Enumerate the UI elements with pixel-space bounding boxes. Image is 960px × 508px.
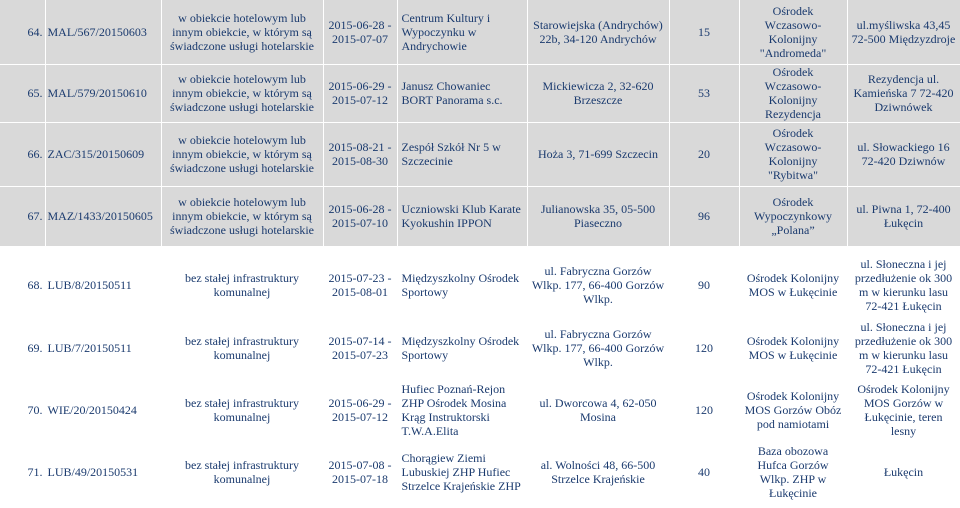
table-row [0, 255, 960, 317]
organizer-address: ul. Fabryczna Gorzów Wlkp. 177, 66-400 Gorzów Wlkp. [527, 255, 669, 317]
organizer-name: Zespół Szkół Nr 5 w Szczecinie [397, 122, 527, 186]
organizer-name: Międzyszkolny Ośrodek Sportowy [397, 317, 527, 379]
participant-count: 120 [669, 379, 739, 441]
accommodation-type: w obiekcie hotelowym lub innym obiekcie, w którym są świadczone usługi hotelarskie [161, 0, 323, 64]
case-signature: WIE/20/20150424 [45, 379, 161, 441]
participant-count: 20 [669, 122, 739, 186]
date-range: 2015-07-08 - 2015-07-18 [323, 441, 397, 503]
facility-address: ul.myśliwska 43,45 72-500 Międzyzdroje [847, 0, 960, 64]
facility-name: Ośrodek Kolonijny MOS w Łukęcinie [739, 317, 847, 379]
facility-address: ul. Słoneczna i jej przedłużenie ok 300 m w kierunku lasu 72-421 Łukęcin [847, 317, 960, 379]
organizer-name: Centrum Kultury i Wypoczynku w Andrychowie [397, 0, 527, 64]
organizer-address: Mickiewicza 2, 32-620 Brzeszcze [527, 64, 669, 122]
accommodation-type: w obiekcie hotelowym lub innym obiekcie, w którym są świadczone usługi hotelarskie [161, 186, 323, 246]
row-number: 67. [0, 186, 45, 246]
row-number: 70. [0, 379, 45, 441]
row-number: 66. [0, 122, 45, 186]
case-signature: MAZ/1433/20150605 [45, 186, 161, 246]
organizer-address: Starowiejska (Andrychów) 22b, 34-120 Andrychów [527, 0, 669, 64]
section-gap [0, 246, 960, 255]
organizer-name: Hufiec Poznań-Rejon ZHP Ośrodek Mosina Krąg Instruktorski T.W.A.Elita [397, 379, 527, 441]
accommodation-type: bez stałej infrastruktury komunalnej [161, 379, 323, 441]
participant-count: 40 [669, 441, 739, 503]
row-number: 65. [0, 64, 45, 122]
facility-address: Rezydencja ul. Kamieńska 7 72-420 Dziwnówek [847, 64, 960, 122]
accommodation-type: w obiekcie hotelowym lub innym obiekcie, w którym są świadczone usługi hotelarskie [161, 64, 323, 122]
date-range: 2015-07-23 - 2015-08-01 [323, 255, 397, 317]
facility-address: ul. Słowackiego 16 72-420 Dziwnów [847, 122, 960, 186]
participant-count: 53 [669, 64, 739, 122]
row-number: 68. [0, 255, 45, 317]
table-row [0, 64, 960, 122]
participant-count: 120 [669, 317, 739, 379]
accommodation-type: bez stałej infrastruktury komunalnej [161, 255, 323, 317]
row-number: 71. [0, 441, 45, 503]
date-range: 2015-06-28 - 2015-07-10 [323, 186, 397, 246]
table-row [0, 441, 960, 503]
organizer-address: ul. Dworcowa 4, 62-050 Mosina [527, 379, 669, 441]
facility-name: Ośrodek Wczasowo-Kolonijny Rezydencja [739, 64, 847, 122]
row-number: 64. [0, 0, 45, 64]
table-row [0, 317, 960, 379]
table-row [0, 0, 960, 64]
case-signature: MAL/567/20150603 [45, 0, 161, 64]
accommodation-type: w obiekcie hotelowym lub innym obiekcie, w którym są świadczone usługi hotelarskie [161, 122, 323, 186]
facility-name: Ośrodek Kolonijny MOS w Łukęcinie [739, 255, 847, 317]
facility-address: ul. Piwna 1, 72-400 Łukęcin [847, 186, 960, 246]
table-row [0, 122, 960, 186]
facility-address: ul. Słoneczna i jej przedłużenie ok 300 m w kierunku lasu 72-421 Łukęcin [847, 255, 960, 317]
organizer-address: Julianowska 35, 05-500 Piaseczno [527, 186, 669, 246]
date-range: 2015-06-29 - 2015-07-12 [323, 64, 397, 122]
table-row [0, 379, 960, 441]
facility-name: Baza obozowa Hufca Gorzów Wlkp. ZHP w Łukęcinie [739, 441, 847, 503]
accommodation-type: bez stałej infrastruktury komunalnej [161, 441, 323, 503]
facility-name: Ośrodek Wczasowo-Kolonijny "Andromeda" [739, 0, 847, 64]
facility-name: Ośrodek Wypoczynkowy „Polana” [739, 186, 847, 246]
table-row [0, 186, 960, 246]
organizer-name: Międzyszkolny Ośrodek Sportowy [397, 255, 527, 317]
participant-count: 90 [669, 255, 739, 317]
date-range: 2015-08-21 - 2015-08-30 [323, 122, 397, 186]
row-number: 69. [0, 317, 45, 379]
case-signature: MAL/579/20150610 [45, 64, 161, 122]
date-range: 2015-07-14 - 2015-07-23 [323, 317, 397, 379]
date-range: 2015-06-29 - 2015-07-12 [323, 379, 397, 441]
organizer-address: ul. Fabryczna Gorzów Wlkp. 177, 66-400 Gorzów Wlkp. [527, 317, 669, 379]
organizer-name: Chorągiew Ziemi Lubuskiej ZHP Hufiec Strzelce Krajeńskie ZHP [397, 441, 527, 503]
organizer-address: Hoża 3, 71-699 Szczecin [527, 122, 669, 186]
organizer-name: Janusz Chowaniec BORT Panorama s.c. [397, 64, 527, 122]
case-signature: LUB/49/20150531 [45, 441, 161, 503]
accommodation-type: bez stałej infrastruktury komunalnej [161, 317, 323, 379]
participant-count: 15 [669, 0, 739, 64]
case-signature: ZAC/315/20150609 [45, 122, 161, 186]
facility-name: Ośrodek Wczasowo-Kolonijny "Rybitwa" [739, 122, 847, 186]
date-range: 2015-06-28 - 2015-07-07 [323, 0, 397, 64]
facility-name: Ośrodek Kolonijny MOS Gorzów Obóz pod namiotami [739, 379, 847, 441]
facility-address: Ośrodek Kolonijny MOS Gorzów w Łukęcinie, teren lesny [847, 379, 960, 441]
participant-count: 96 [669, 186, 739, 246]
facility-address: Łukęcin [847, 441, 960, 503]
case-signature: LUB/8/20150511 [45, 255, 161, 317]
organizer-address: al. Wolności 48, 66-500 Strzelce Krajeńskie [527, 441, 669, 503]
case-signature: LUB/7/20150511 [45, 317, 161, 379]
organizer-name: Uczniowski Klub Karate Kyokushin IPPON [397, 186, 527, 246]
